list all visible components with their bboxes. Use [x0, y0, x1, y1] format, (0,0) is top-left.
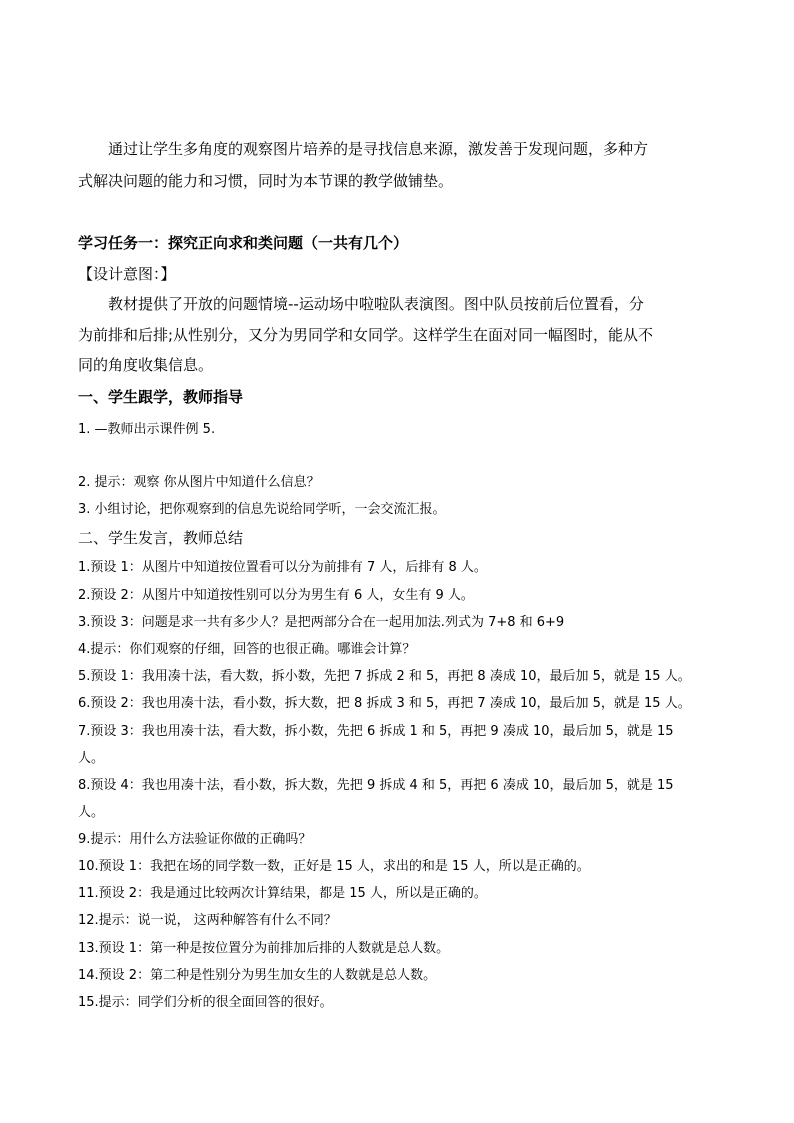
section-2-item: 7.预设 3：我也用凑十法，看大数，拆小数，先把 6 拆成 1 和 5，再把 9 凑成 10，最后加 5，就是 15: [78, 724, 674, 739]
design-intent-line-1: 教材提供了开放的问题情境--运动场中啦啦队表演图。图中队员按前后位置看，分: [108, 295, 644, 313]
section-2-item-continuation: 人。: [78, 751, 105, 766]
section-2-item: 3.预设 3：问题是求一共有多少人？是把两部分合在一起用加法.列式为 7+8 和 6+9: [78, 615, 565, 630]
section-2-item: 11.预设 2：我是通过比较两次计算结果，都是 15 人，所以是正确的。: [78, 886, 487, 901]
section-2-item: 8.预设 4：我也用凑十法，看小数，拆大数，先把 9 拆成 4 和 5，再把 6 凑成 10，最后加 5，就是 15: [78, 778, 674, 793]
section-2-item: 15.提示：同学们分析的很全面回答的很好。: [78, 995, 333, 1010]
section-1-item: 2. 提示：观察 你从图片中知道什么信息？: [78, 475, 320, 490]
design-intent-line-2: 为前排和后排;从性别分，又分为男同学和女同学。这样学生在面对同一幅图时，能从不: [78, 326, 654, 344]
section-2-item: 13.预设 1：第一种是按位置分为前排加后排的人数就是总人数。: [78, 941, 450, 956]
intro-paragraph-line-2: 式解决问题的能力和习惯，同时为本节课的教学做铺垫。: [78, 172, 454, 190]
task-title: 学习任务一：探究正向求和类问题（一共有几个）: [78, 234, 409, 252]
section-1-heading: 一、学生跟学，教师指导: [78, 388, 244, 406]
design-intent-line-3: 同的角度收集信息。: [78, 356, 214, 374]
section-1-item: 3. 小组讨论，把你观察到的信息先说给同学听，一会交流汇报。: [78, 502, 446, 517]
section-2-item: 6.预设 2：我也用凑十法，看小数，拆大数，把 8 拆成 3 和 5，再把 7 凑成 10，最后加 5，就是 15 人。: [78, 696, 691, 711]
section-2-item: 14.预设 2：第二种是性别分为男生加女生的人数就是总人数。: [78, 968, 437, 983]
section-2-item: 1.预设 1：从图片中知道按位置看可以分为前排有 7 人，后排有 8 人。: [78, 560, 487, 575]
section-2-item: 12.提示：说一说， 这两种解答有什么不同？: [78, 913, 337, 928]
section-2-item: 5.预设 1：我用凑十法，看大数，拆小数，先把 7 拆成 2 和 5，再把 8 凑成 10，最后加 5，就是 15 人。: [78, 669, 691, 684]
section-2-item: 4.提示：你们观察的仔细，回答的也很正确。哪谁会计算？: [78, 642, 416, 657]
section-2-item: 2.预设 2：从图片中知道按性别可以分为男生有 6 人，女生有 9 人。: [78, 588, 474, 603]
design-intent-label: 【设计意图：】: [78, 265, 176, 283]
intro-paragraph-line-1: 通过让学生多角度的观察图片培养的是寻找信息来源，激发善于发现问题，多种方: [108, 140, 649, 158]
section-2-item: 9.提示：用什么方法验证你做的正确吗？: [78, 832, 312, 847]
section-2-item: 10.预设 1：我把在场的同学数一数，正好是 15 人，求出的和是 15 人，所以是正确的。: [78, 859, 590, 874]
section-2-item-continuation: 人。: [78, 805, 105, 820]
section-1-item: 1. —教师出示课件例 5.: [78, 422, 216, 437]
section-2-heading: 二、学生发言，教师总结: [78, 529, 244, 547]
